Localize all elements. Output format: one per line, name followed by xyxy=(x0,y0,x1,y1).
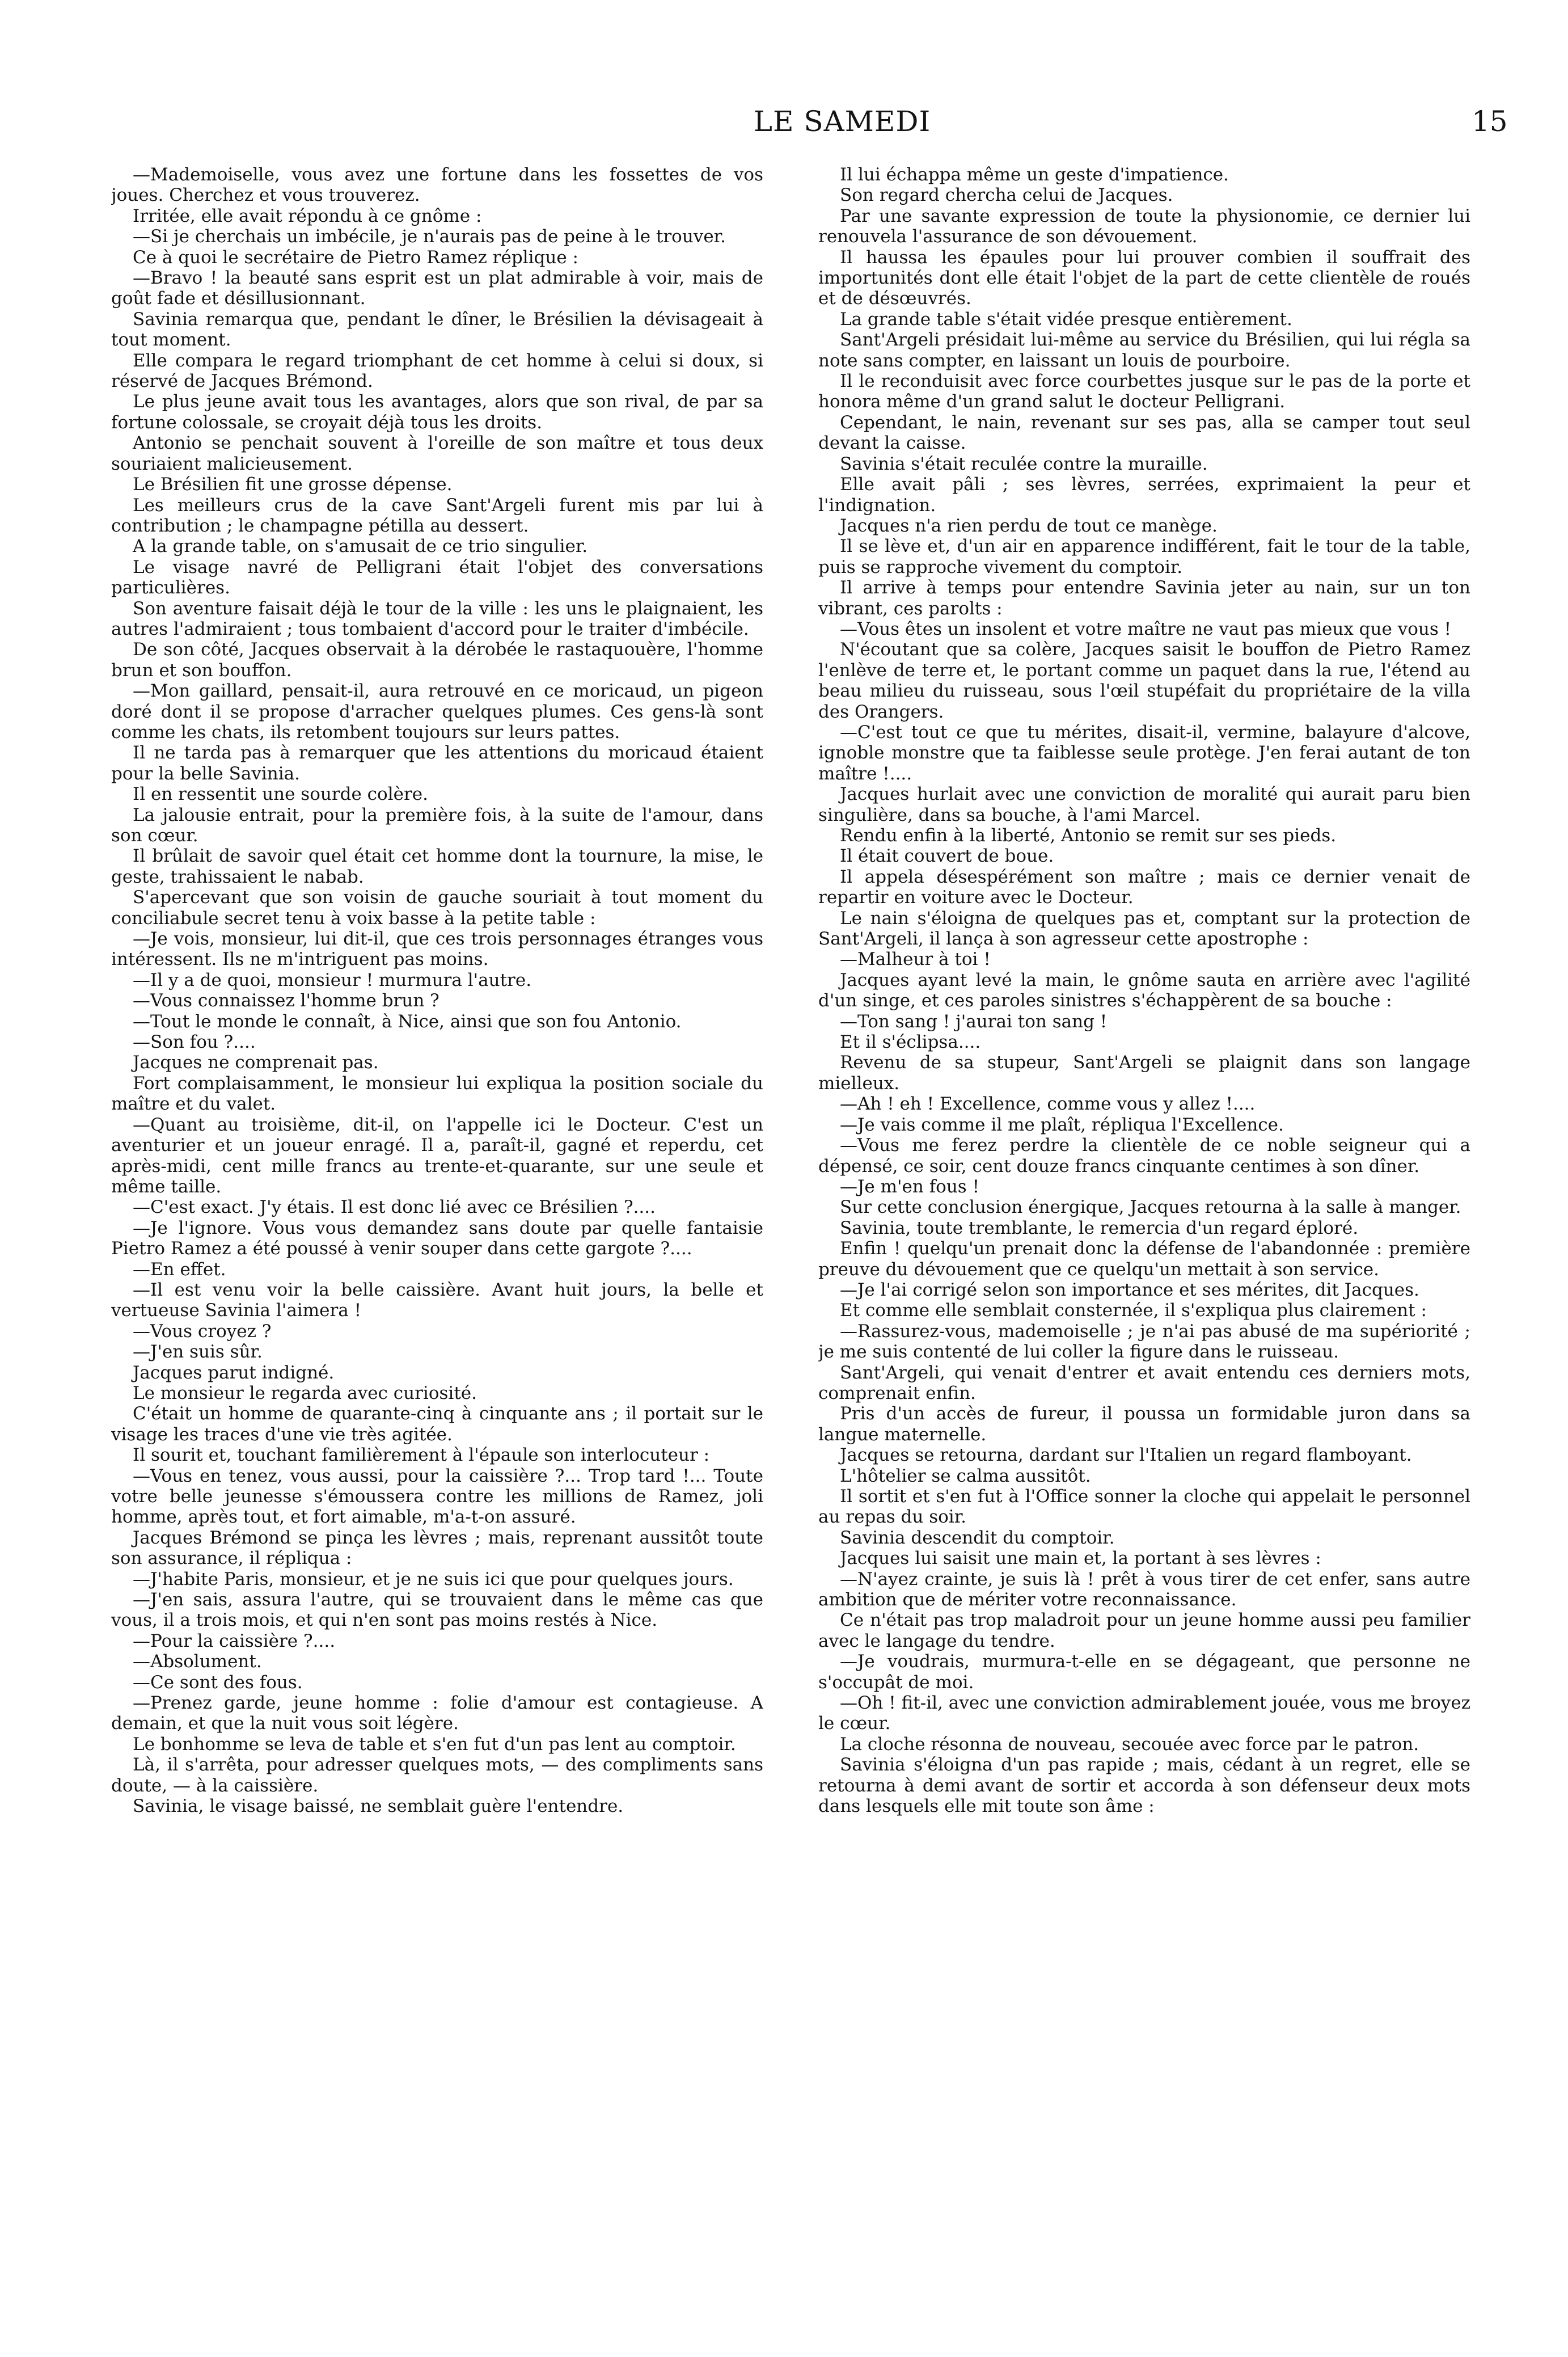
paragraph: —Vous êtes un insolent et votre maître ne vaut pas mieux que vous ! xyxy=(840,618,1452,639)
paragraph: Il brûlait de savoir quel était cet homme dont la tournure, la mise, le geste, trahissaient le nabab. xyxy=(111,846,763,887)
paragraph: Et il s'éclipsa.... xyxy=(840,1032,981,1053)
paragraph: Revenu de sa stupeur, Sant'Argeli se plaignit dans son langage mielleux. xyxy=(818,1052,1470,1094)
paragraph: Et comme elle semblait consternée, il s'expliqua plus clairement : xyxy=(840,1300,1427,1321)
paragraph: Jacques lui saisit une main et, la portant à ses lèvres : xyxy=(840,1548,1321,1569)
paragraph: Le visage navré de Pelligrani était l'objet des conversations particulières. xyxy=(111,556,763,598)
paragraph: Elle compara le regard triomphant de cet homme à celui si doux, si réservé de Jacques Brémond. xyxy=(111,350,763,392)
paragraph: Par une savante expression de toute la physionomie, ce dernier lui renouvela l'assurance de son dévouement. xyxy=(818,205,1470,247)
paragraph: Pris d'un accès de fureur, il poussa un formidable juron dans sa langue maternelle. xyxy=(818,1403,1470,1445)
paragraph: Ce n'était pas trop maladroit pour un jeune homme aussi peu familier avec le langage du tendre. xyxy=(818,1610,1470,1651)
paragraph: —Bravo ! la beauté sans esprit est un plat admirable à voir, mais de goût fade et désillusionnant. xyxy=(111,268,763,309)
page-number: 15 xyxy=(1472,105,1508,138)
paragraph: Il en ressentit une sourde colère. xyxy=(133,784,428,805)
paragraph: Il le reconduisit avec force courbettes jusque sur le pas de la porte et honora même d'un grand salut le docteur Pelligrani. xyxy=(818,371,1470,412)
paragraph: Cependant, le nain, revenant sur ses pas, alla se camper tout seul devant la caisse. xyxy=(818,412,1470,454)
paragraph: —Vous me ferez perdre la clientèle de ce noble seigneur qui a dépensé, ce soir, cent douze francs cinquante centimes à son dîner. xyxy=(818,1135,1470,1177)
paragraph: —C'est exact. J'y étais. Il est donc lié avec ce Brésilien ?.... xyxy=(133,1197,656,1218)
paragraph: —En effet. xyxy=(133,1259,226,1280)
paragraph: Sant'Argeli présidait lui-même au service du Brésilien, qui lui régla sa note sans compter, en laissant un louis de pourboire. xyxy=(818,330,1470,371)
paragraph: —Je l'ai corrigé selon son importance et ses mérites, dit Jacques. xyxy=(840,1279,1419,1300)
paragraph: Jacques ne comprenait pas. xyxy=(133,1052,379,1073)
paragraph: —N'ayez crainte, je suis là ! prêt à vous tirer de cet enfer, sans autre ambition que de mériter votre reconnaissance. xyxy=(818,1568,1470,1610)
paragraph: La jalousie entrait, pour la première fois, à la suite de l'amour, dans son cœur. xyxy=(111,804,763,846)
paragraph: Là, il s'arrêta, pour adresser quelques mots, — des compliments sans doute, — à la caissière. xyxy=(111,1755,763,1796)
paragraph: La grande table s'était vidée presque entièrement. xyxy=(840,309,1292,330)
paragraph: Jacques ayant levé la main, le gnôme sauta en arrière avec l'agilité d'un singe, et ces paroles sinistres s'échappèrent de sa bouche : xyxy=(818,969,1470,1011)
paragraph: —Pour la caissière ?.... xyxy=(133,1630,336,1651)
paragraph: —Rassurez-vous, mademoiselle ; je n'ai pas abusé de ma supériorité ; je me suis contenté de lui coller la figure dans le ruisseau. xyxy=(818,1321,1470,1363)
paragraph: —Je voudrais, murmura-t-elle en se dégageant, que personne ne s'occupât de moi. xyxy=(818,1651,1470,1693)
paragraph: —Il est venu voir la belle caissière. Avant huit jours, la belle et vertueuse Savinia l'aimera ! xyxy=(111,1279,763,1321)
paragraph: Enfin ! quelqu'un prenait donc la défense de l'abandonnée : première preuve du dévouement que ce quelqu'un mettait à son service. xyxy=(818,1238,1470,1280)
paragraph: —Vous connaissez l'homme brun ? xyxy=(133,990,439,1011)
paragraph: —Ton sang ! j'aurai ton sang ! xyxy=(840,1011,1108,1032)
paragraph: Les meilleurs crus de la cave Sant'Argeli furent mis par lui à contribution ; le champagne pétilla au dessert. xyxy=(111,495,763,536)
running-head: LE SAMEDI xyxy=(753,105,931,138)
paragraph: Son aventure faisait déjà le tour de la ville : les uns le plaignaient, les autres l'admiraient ; tous tombaient d'accord pour le traiter d'imbécile. xyxy=(111,598,763,639)
paragraph: N'écoutant que sa colère, Jacques saisit le bouffon de Pietro Ramez l'enlève de terre et, le portant comme un paquet dans la rue, l'étend au beau milieu du ruisseau, sous l'œil stupéfait du propriétaire de la villa des Orangers. xyxy=(818,639,1470,722)
paragraph: —Ce sont des fous. xyxy=(133,1672,303,1693)
paragraph: —Je vais comme il me plaît, répliqua l'Excellence. xyxy=(840,1114,1284,1135)
paragraph: —Malheur à toi ! xyxy=(840,949,991,970)
paragraph: —Mon gaillard, pensait-il, aura retrouvé en ce moricaud, un pigeon doré dont il se propose d'arracher quelques plumes. Ces gens-là sont comme les chats, ils retombent toujours sur leurs pattes. xyxy=(111,681,763,743)
paragraph: Savinia remarqua que, pendant le dîner, le Brésilien la dévisageait à tout moment. xyxy=(111,309,763,351)
paragraph: Rendu enfin à la liberté, Antonio se remit sur ses pieds. xyxy=(840,825,1337,846)
paragraph: De son côté, Jacques observait à la dérobée le rastaquouère, l'homme brun et son bouffon. xyxy=(111,639,763,681)
paragraph: Fort complaisamment, le monsieur lui expliqua la position sociale du maître et du valet. xyxy=(111,1073,763,1115)
paragraph: Irritée, elle avait répondu à ce gnôme : xyxy=(133,205,482,226)
paragraph: La cloche résonna de nouveau, secouée avec force par le patron. xyxy=(840,1734,1419,1755)
right-column xyxy=(818,165,1470,2331)
paragraph: —Son fou ?.... xyxy=(133,1032,256,1053)
paragraph: —J'en suis sûr. xyxy=(133,1342,263,1363)
paragraph: Jacques parut indigné. xyxy=(133,1362,335,1383)
paragraph: —Je l'ignore. Vous vous demandez sans doute par quelle fantaisie Pietro Ramez a été poussé à venir souper dans cette gargote ?.... xyxy=(111,1217,763,1259)
paragraph: Savinia s'était reculée contre la muraille. xyxy=(840,453,1208,474)
paragraph: —Oh ! fit-il, avec une conviction admirablement jouée, vous me broyez le cœur. xyxy=(818,1693,1470,1734)
paragraph: —C'est tout ce que tu mérites, disait-il, vermine, balayure d'alcove, ignoble monstre que ta faiblesse seule protège. J'en ferai autant de ton maître !.... xyxy=(818,722,1470,784)
paragraph: Il arrive à temps pour entendre Savinia jeter au nain, sur un ton vibrant, ces parolts : xyxy=(818,577,1470,619)
paragraph: Le bonhomme se leva de table et s'en fut d'un pas lent au comptoir. xyxy=(133,1734,736,1755)
paragraph: Il se lève et, d'un air en apparence indifférent, fait le tour de la table, puis se rapproche vivement du comptoir. xyxy=(818,536,1470,577)
paragraph: —Quant au troisième, dit-il, on l'appelle ici le Docteur. C'est un aventurier et un joueur enragé. Il a, paraît-il, gagné et reperdu, cet après-midi, cent mille francs au trente-et-quarante, sur une seule et même taille. xyxy=(111,1114,763,1197)
paragraph: Il lui échappa même un geste d'impatience. xyxy=(840,165,1229,185)
paragraph: Savinia, toute tremblante, le remercia d'un regard éploré. xyxy=(840,1217,1359,1238)
paragraph: Le plus jeune avait tous les avantages, alors que son rival, de par sa fortune colossale, se croyait déjà tous les droits. xyxy=(111,391,763,433)
paragraph: —Je vois, monsieur, lui dit-il, que ces trois personnages étranges vous intéressent. Ils ne m'intriguent pas moins. xyxy=(111,929,763,970)
paragraph: —Il y a de quoi, monsieur ! murmura l'autre. xyxy=(133,969,532,990)
paragraph: Sur cette conclusion énergique, Jacques retourna à la salle à manger. xyxy=(840,1197,1461,1218)
paragraph: Il sortit et s'en fut à l'Office sonner la cloche qui appelait le personnel au repas du soir. xyxy=(818,1486,1470,1528)
paragraph: Jacques n'a rien perdu de tout ce manège. xyxy=(840,515,1218,536)
paragraph: Jacques hurlait avec une conviction de moralité qui aurait paru bien singulière, dans sa bouche, à l'ami Marcel. xyxy=(818,784,1470,825)
paragraph: —J'habite Paris, monsieur, et je ne suis ici que pour quelques jours. xyxy=(133,1568,734,1589)
paragraph: Le monsieur le regarda avec curiosité. xyxy=(133,1382,477,1403)
paragraph: Son regard chercha celui de Jacques. xyxy=(840,185,1173,206)
paragraph: —Mademoiselle, vous avez une fortune dans les fossettes de vos joues. Cherchez et vous trouverez. xyxy=(111,165,763,206)
paragraph: —Si je cherchais un imbécile, je n'aurais pas de peine à le trouver. xyxy=(133,226,726,247)
paragraph: Elle avait pâli ; ses lèvres, serrées, exprimaient la peur et l'indignation. xyxy=(818,474,1470,516)
paragraph: —Vous en tenez, vous aussi, pour la caissière ?... Trop tard !... Toute votre belle jeunesse s'émoussera contre les millions de Ramez, joli homme, après tout, et fort aimable, m'a-t-on assuré. xyxy=(111,1465,763,1528)
paragraph: —Je m'en fous ! xyxy=(840,1176,980,1197)
paragraph: Jacques se retourna, dardant sur l'Italien un regard flamboyant. xyxy=(840,1445,1412,1466)
paragraph: —J'en sais, assura l'autre, qui se trouvaient dans le même cas que vous, il a trois mois, et qui n'en sont pas moins restés à Nice. xyxy=(111,1589,763,1631)
paragraph: Le nain s'éloigna de quelques pas et, comptant sur la protection de Sant'Argeli, il lança à son agresseur cette apostrophe : xyxy=(818,908,1470,950)
paragraph: Le Brésilien fit une grosse dépense. xyxy=(133,474,453,495)
paragraph: —Prenez garde, jeune homme : folie d'amour est contagieuse. A demain, et que la nuit vous soit légère. xyxy=(111,1693,763,1734)
left-column xyxy=(111,165,763,2331)
paragraph: Savinia, le visage baissé, ne semblait guère l'entendre. xyxy=(133,1796,624,1817)
paragraph: Jacques Brémond se pinça les lèvres ; mais, reprenant aussitôt toute son assurance, il répliqua : xyxy=(111,1527,763,1569)
paragraph: Il ne tarda pas à remarquer que les attentions du moricaud étaient pour la belle Savinia. xyxy=(111,743,763,784)
paragraph: Il sourit et, touchant familièrement à l'épaule son interlocuteur : xyxy=(133,1445,710,1466)
paragraph: Il appela désespérément son maître ; mais ce dernier venait de repartir en voiture avec le Docteur. xyxy=(818,866,1470,908)
paragraph: Ce à quoi le secrétaire de Pietro Ramez réplique : xyxy=(133,247,578,268)
paragraph: —Absolument. xyxy=(133,1651,262,1672)
paragraph: —Ah ! eh ! Excellence, comme vous y allez !.... xyxy=(840,1094,1256,1115)
paragraph: Il était couvert de boue. xyxy=(840,846,1054,867)
paragraph: S'apercevant que son voisin de gauche souriait à tout moment du conciliabule secret tenu à voix basse à la petite table : xyxy=(111,887,763,929)
paragraph: —Vous croyez ? xyxy=(133,1321,272,1342)
paragraph: —Tout le monde le connaît, à Nice, ainsi que son fou Antonio. xyxy=(133,1011,682,1032)
paragraph: A la grande table, on s'amusait de ce trio singulier. xyxy=(133,536,588,557)
paragraph: Antonio se penchait souvent à l'oreille de son maître et tous deux souriaient malicieusement. xyxy=(111,433,763,474)
paragraph: Sant'Argeli, qui venait d'entrer et avait entendu ces derniers mots, comprenait enfin. xyxy=(818,1362,1470,1403)
paragraph: Il haussa les épaules pour lui prouver combien il souffrait des importunités dont elle était l'objet de la part de cette clientèle de roués et de désœuvrés. xyxy=(818,247,1470,309)
paragraph: C'était un homme de quarante-cinq à cinquante ans ; il portait sur le visage les traces d'une vie très agitée. xyxy=(111,1403,763,1445)
paragraph: L'hôtelier se calma aussitôt. xyxy=(840,1465,1091,1486)
paragraph: Savinia s'éloigna d'un pas rapide ; mais, cédant à un regret, elle se retourna à demi avant de sortir et accorda à son défenseur deux mots dans lesquels elle mit toute son âme : xyxy=(818,1755,1470,1817)
paragraph: Savinia descendit du comptoir. xyxy=(840,1527,1115,1548)
